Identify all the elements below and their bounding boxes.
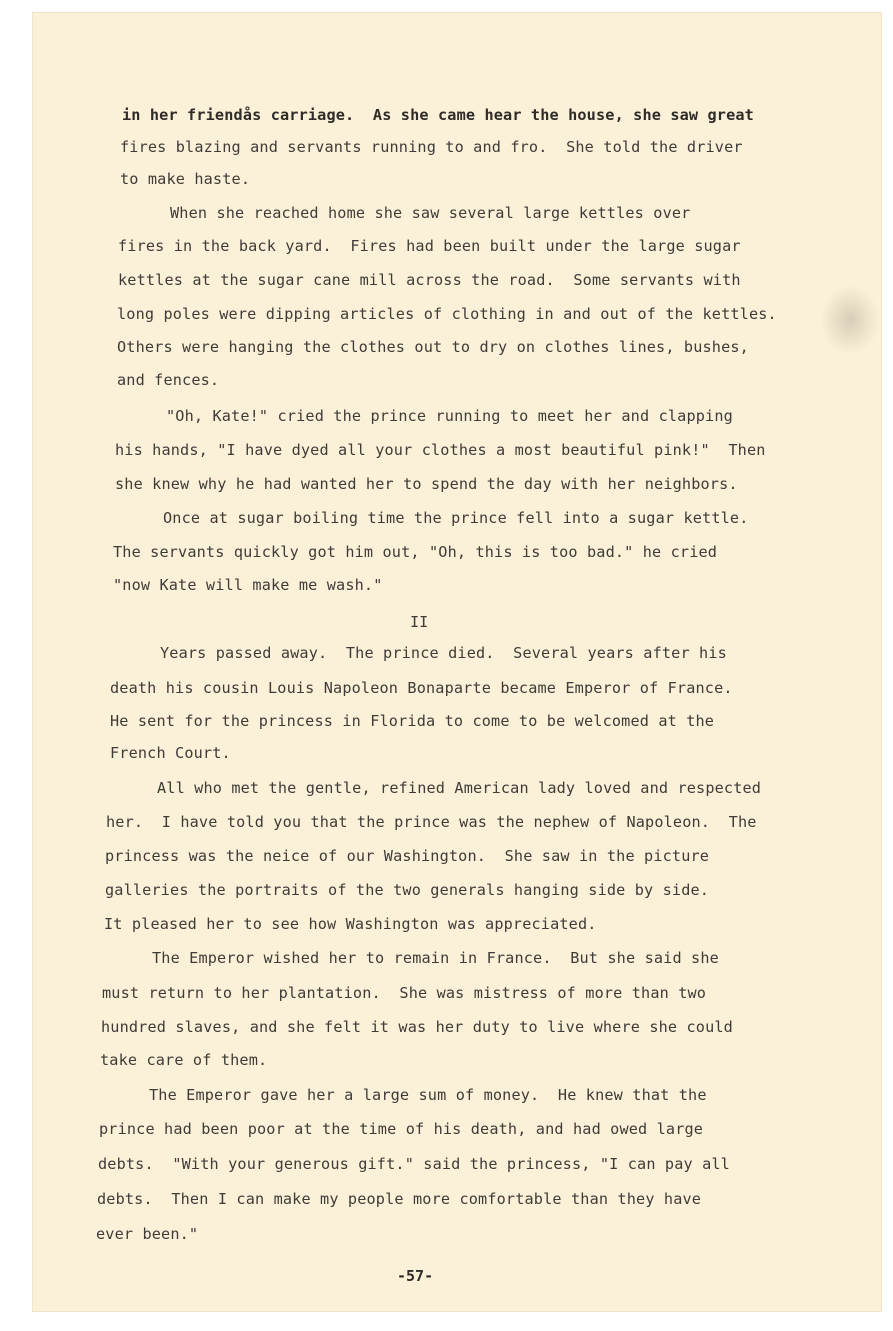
text-line: Others were hanging the clothes out to dry on clothes lines, bushes,	[117, 338, 749, 356]
text-line: death his cousin Louis Napoleon Bonaparte became Emperor of France.	[110, 679, 733, 697]
text-line: she knew why he had wanted her to spend the day with her neighbors.	[115, 475, 738, 493]
text-line: ever been."	[96, 1225, 199, 1243]
text-line: He sent for the princess in Florida to come to be welcomed at the	[110, 712, 715, 730]
text-line: All who met the gentle, refined American lady loved and respected	[157, 779, 762, 797]
text-line: debts. "With your generous gift." said the princess, "I can pay all	[98, 1155, 730, 1173]
text-line: debts. Then I can make my people more comfortable than they have	[97, 1190, 702, 1208]
text-line: "Oh, Kate!" cried the prince running to meet her and clapping	[166, 407, 733, 425]
section-heading: II	[410, 613, 429, 631]
text-line: his hands, "I have dyed all your clothes a most beautiful pink!" Then	[115, 441, 766, 459]
text-line: kettles at the sugar cane mill across the road. Some servants with	[118, 271, 741, 289]
text-line: must return to her plantation. She was mistress of more than two	[102, 984, 707, 1002]
text-line: her. I have told you that the prince was the nephew of Napoleon. The	[106, 813, 757, 831]
text-line: in her friendås carriage. As she came hear the house, she saw great	[122, 106, 754, 124]
text-line: French Court.	[110, 744, 231, 762]
text-line: long poles were dipping articles of clothing in and out of the kettles.	[117, 305, 777, 323]
text-line: galleries the portraits of the two generals hanging side by side.	[105, 881, 710, 899]
text-line: The Emperor wished her to remain in France. But she said she	[152, 949, 719, 967]
text-line: to make haste.	[120, 170, 251, 188]
text-line: prince had been poor at the time of his death, and had owed large	[99, 1120, 704, 1138]
text-line: hundred slaves, and she felt it was her duty to live where she could	[101, 1018, 733, 1036]
text-line: take care of them.	[100, 1051, 268, 1069]
text-line: When she reached home she saw several large kettles over	[170, 204, 691, 222]
text-line: "now Kate will make me wash."	[113, 576, 383, 594]
text-line: The servants quickly got him out, "Oh, this is too bad." he cried	[113, 543, 718, 561]
text-line: fires blazing and servants running to and fro. She told the driver	[120, 138, 743, 156]
ink-smudge	[820, 285, 880, 355]
text-line: Years passed away. The prince died. Several years after his	[160, 644, 727, 662]
text-line: The Emperor gave her a large sum of money. He knew that the	[149, 1086, 707, 1104]
text-line: and fences.	[117, 371, 220, 389]
text-line: Once at sugar boiling time the prince fell into a sugar kettle.	[163, 509, 749, 527]
page-number: -57-	[397, 1267, 434, 1285]
text-line: princess was the neice of our Washington. She saw in the picture	[105, 847, 710, 865]
text-line: fires in the back yard. Fires had been built under the large sugar	[118, 237, 741, 255]
text-line: It pleased her to see how Washington was appreciated.	[104, 915, 597, 933]
